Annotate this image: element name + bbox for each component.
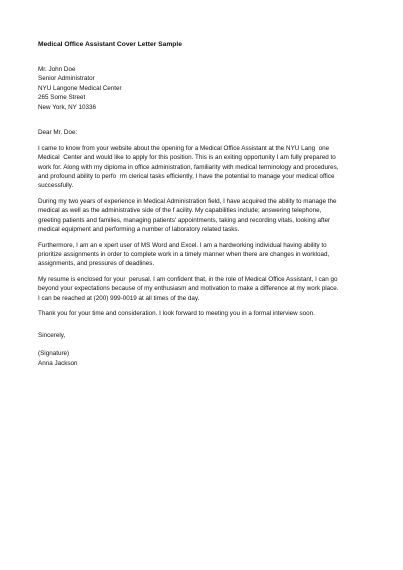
paragraph-line: assignments, and pressures of deadlines.	[38, 260, 155, 268]
paragraph-line: beyond your expectations because of my enthusiasm and motivation to make a difference at my work place.	[38, 285, 339, 293]
paragraph-resume	[38, 275, 375, 303]
signer-name: Anna Jackson	[38, 359, 78, 367]
signature-placeholder: (Signature)	[38, 350, 70, 358]
paragraph-line: work for. Along with my diploma in office administration, familiarity with medical terminology and procedures,	[38, 163, 339, 171]
closing-text: Sincerely,	[38, 331, 66, 339]
paragraph-line: I came to know from your website about the opening for a Medical Office Assistant at the NYU Lang one	[38, 144, 330, 152]
paragraph-experience	[38, 197, 375, 235]
paragraph-line: My resume is enclosed for your perusal. I am confident that, in the role of Medical Office Assistant, I can go	[38, 275, 338, 283]
paragraph-line: Furthermore, I am an e xpert user of MS Word and Excel. I am a hardworking individual having ability to	[38, 241, 327, 249]
recipient-position: Senior Administrator	[38, 75, 95, 83]
paragraph-line: and profound ability to perfo rm clerical tasks efficiently, I have the potential to manage your medical office	[38, 172, 335, 180]
salutation: Dear Mr. Doe:	[38, 129, 78, 137]
recipient-name: Mr. John Doe	[38, 66, 76, 74]
paragraph-line: successfully.	[38, 182, 74, 190]
document-title: Medical Office Assistant Cover Letter Sample	[38, 41, 182, 48]
paragraph-line: medical as well as the administrative side of the f acility. My capabilities include; answering telephone,	[38, 207, 322, 215]
recipient-address	[38, 65, 375, 112]
paragraph-thanks	[38, 309, 375, 318]
paragraph-line: I can be reached at (200) 999-0019 at all times of the day.	[38, 294, 200, 302]
paragraph-line: Thank you for your time and consideration. I look forward to meeting you in a formal interview soon.	[38, 310, 315, 318]
paragraph-line: During my two years of experience in Medical Administration field, I have acquired the ability to manage the	[38, 197, 337, 205]
closing-block	[38, 331, 375, 368]
paragraph-line: prioritize assignments in order to complete work in a timely manner when there are changes in workload,	[38, 251, 330, 259]
paragraph-line: medical equipment and performing a number of laboratory related tasks.	[38, 226, 240, 234]
recipient-organization: NYU Langone Medical Center	[38, 84, 122, 92]
paragraph-line: Medical Center and would like to apply for this position. This is an exiting opportunity I am fully prepared to	[38, 154, 336, 162]
recipient-street: 265 Some Street	[38, 94, 86, 102]
paragraph-line: greeting patients and families, managing patients' appointments, taking and recording vitals, looking after	[38, 216, 331, 224]
paragraph-introduction	[38, 144, 375, 191]
paragraph-skills	[38, 241, 375, 269]
recipient-city: New York, NY 10336	[38, 103, 96, 111]
